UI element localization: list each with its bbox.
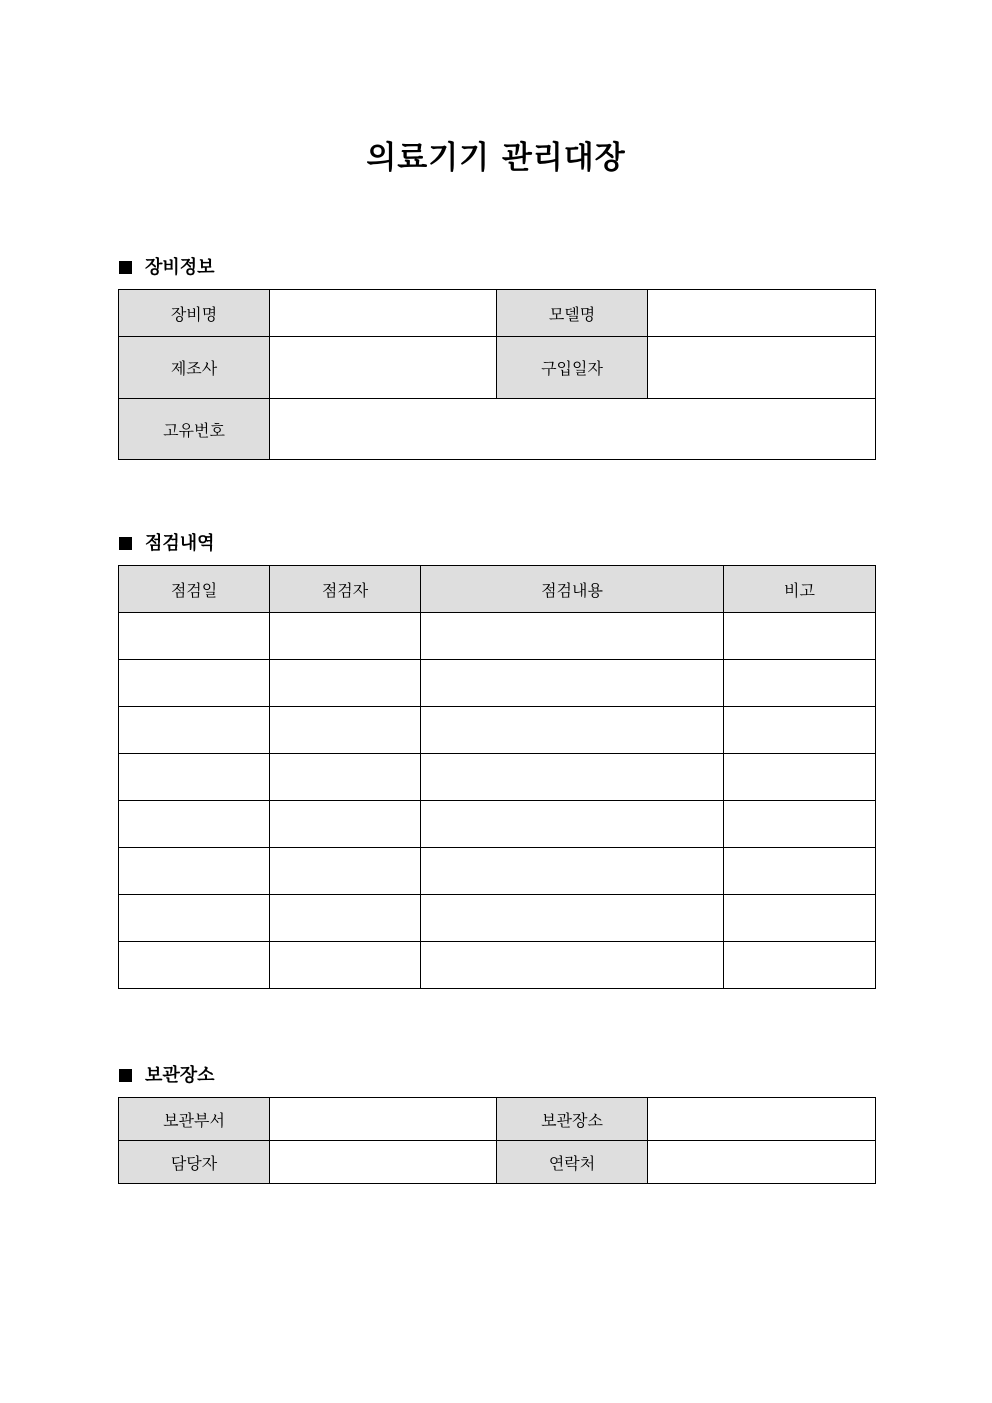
inspection-remarks-cell[interactable] — [724, 660, 876, 707]
inspection-date-cell[interactable] — [119, 801, 270, 848]
inspection-heading-text: 점검내역 — [145, 533, 215, 554]
inspection-content-cell[interactable] — [421, 801, 724, 848]
inspection-row — [119, 848, 876, 895]
inspection-row — [119, 660, 876, 707]
model-name-label: 모델명 — [497, 290, 648, 337]
inspection-header-row — [119, 566, 876, 613]
inspection-content-cell[interactable] — [421, 613, 724, 660]
inspection-date-cell[interactable] — [119, 754, 270, 801]
section-heading-inspection — [119, 529, 215, 555]
inspection-inspector-cell[interactable] — [270, 848, 421, 895]
inspection-date-cell[interactable] — [119, 707, 270, 754]
square-bullet-icon — [119, 537, 132, 550]
inspection-content-cell[interactable] — [421, 848, 724, 895]
inspection-row — [119, 942, 876, 989]
inspection-inspector-cell[interactable] — [270, 754, 421, 801]
equipment-name-field[interactable] — [270, 290, 497, 337]
inspection-remarks-cell[interactable] — [724, 942, 876, 989]
department-field[interactable] — [270, 1098, 497, 1141]
inspection-date-cell[interactable] — [119, 848, 270, 895]
manufacturer-field[interactable] — [270, 337, 497, 399]
inspection-content-cell[interactable] — [421, 895, 724, 942]
storage-location-label: 보관장소 — [497, 1098, 648, 1141]
storage-table — [118, 1097, 876, 1184]
purchase-date-label: 구입일자 — [497, 337, 648, 399]
square-bullet-icon — [119, 1069, 132, 1082]
inspection-remarks-cell[interactable] — [724, 754, 876, 801]
inspection-inspector-cell[interactable] — [270, 660, 421, 707]
manufacturer-label: 제조사 — [119, 337, 270, 399]
storage-heading-text: 보관장소 — [145, 1065, 215, 1086]
inspection-content-cell[interactable] — [421, 942, 724, 989]
storage-location-field[interactable] — [648, 1098, 876, 1141]
inspection-date-cell[interactable] — [119, 660, 270, 707]
column-header-inspector: 점검자 — [270, 566, 421, 613]
inspection-content-cell[interactable] — [421, 660, 724, 707]
inspection-date-cell[interactable] — [119, 613, 270, 660]
inspection-row — [119, 613, 876, 660]
purchase-date-field[interactable] — [648, 337, 876, 399]
model-name-field[interactable] — [648, 290, 876, 337]
section-heading-storage — [119, 1061, 215, 1087]
equipment-info-table — [118, 289, 876, 460]
inspection-inspector-cell[interactable] — [270, 613, 421, 660]
inspection-date-cell[interactable] — [119, 942, 270, 989]
inspection-inspector-cell[interactable] — [270, 895, 421, 942]
inspection-remarks-cell[interactable] — [724, 613, 876, 660]
manager-field[interactable] — [270, 1141, 497, 1184]
equipment-name-label: 장비명 — [119, 290, 270, 337]
department-label: 보관부서 — [119, 1098, 270, 1141]
section-heading-equipment — [119, 253, 215, 279]
inspection-content-cell[interactable] — [421, 707, 724, 754]
serial-number-label: 고유번호 — [119, 399, 270, 460]
square-bullet-icon — [119, 261, 132, 274]
inspection-row — [119, 801, 876, 848]
inspection-inspector-cell[interactable] — [270, 707, 421, 754]
inspection-content-cell[interactable] — [421, 754, 724, 801]
inspection-table — [118, 565, 876, 989]
inspection-remarks-cell[interactable] — [724, 895, 876, 942]
inspection-row — [119, 707, 876, 754]
inspection-row — [119, 895, 876, 942]
column-header-remarks: 비고 — [724, 566, 876, 613]
column-header-date: 점검일 — [119, 566, 270, 613]
inspection-remarks-cell[interactable] — [724, 707, 876, 754]
page-title: 의료기기 관리대장 — [366, 140, 626, 176]
manager-label: 담당자 — [119, 1141, 270, 1184]
column-header-content: 점검내용 — [421, 566, 724, 613]
inspection-row — [119, 754, 876, 801]
contact-label: 연락처 — [497, 1141, 648, 1184]
inspection-inspector-cell[interactable] — [270, 942, 421, 989]
inspection-remarks-cell[interactable] — [724, 801, 876, 848]
inspection-remarks-cell[interactable] — [724, 848, 876, 895]
inspection-inspector-cell[interactable] — [270, 801, 421, 848]
contact-field[interactable] — [648, 1141, 876, 1184]
equipment-heading-text: 장비정보 — [145, 257, 215, 278]
serial-number-field[interactable] — [270, 399, 876, 460]
inspection-date-cell[interactable] — [119, 895, 270, 942]
